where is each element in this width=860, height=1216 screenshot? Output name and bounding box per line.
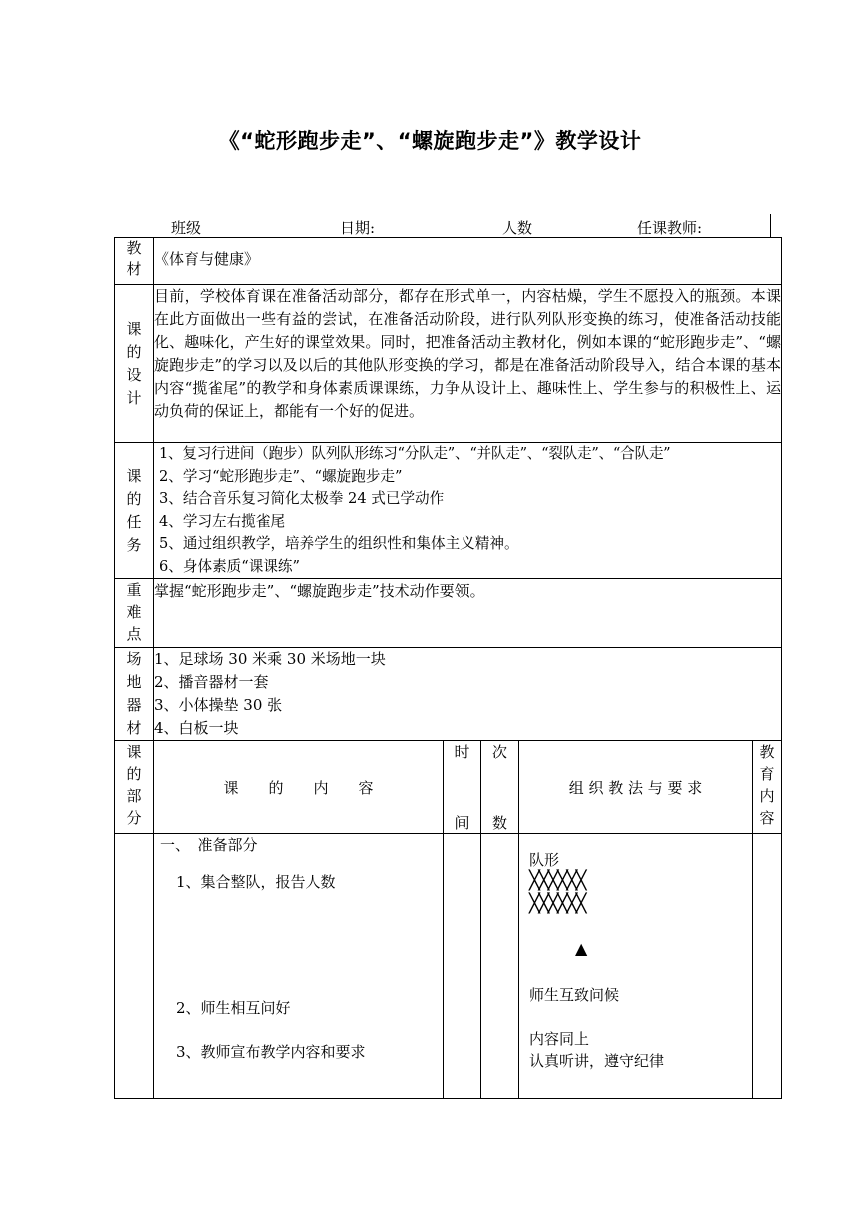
prep-count-cell [481,834,519,1099]
header-divider [770,214,771,238]
keypoints-row [115,579,782,648]
equipment-label: 场 地 器 材 [115,648,154,741]
prep-content-cell [154,834,444,1099]
formation-row: ╳╳╳╳╳╳ [529,893,586,914]
equipment-item: 4、白板一块 [154,719,239,737]
prep-heading: 一、 准备部分 [160,836,258,854]
col-part-header: 课 的 部 分 [115,741,154,834]
task-item: 5、通过组织教学，培养学生的组织性和集体主义精神。 [159,535,519,552]
tasks-label: 课 的 任 务 [115,443,154,579]
col-edu-header: 教 育 内 容 [753,741,782,834]
prep-method-cell [519,834,753,1099]
tasks-row [115,443,782,579]
textbook-value: 《体育与健康》 [154,238,782,285]
method-same: 内容同上 [529,1030,590,1048]
task-item: 2、学习“蛇形跑步走”、“螺旋跑步走” [159,467,403,485]
equipment-item: 3、小体操垫 30 张 [154,696,283,714]
method-listen: 认真听讲，遵守纪律 [529,1052,665,1070]
col-content-header: 课 的 内 容 [154,741,444,834]
lesson-plan-table [114,237,782,1099]
teacher-position-icon: ▲ [575,939,588,958]
col-method-header: 组 织 教 法 与 要 求 [519,741,753,834]
prep-item: 1、集合整队，报告人数 [176,873,336,891]
task-item: 1、复习行进间（跑步）队列队形练习“分队走”、“并队走”、“裂队走”、“合队走” [159,445,671,462]
keypoints-value: 掌握“蛇形跑步走”、“螺旋跑步走”技术动作要领。 [154,579,782,648]
prep-part-cell [115,834,154,1099]
design-text: 目前，学校体育课在准备活动部分，都存在形式单一，内容枯燥，学生不愿投入的瓶颈。本课在此方面做出一些有益的尝试，在准备活动阶段，进行队列队形变换的练习，使准备活动技能化、趣味化，产生好的课堂效果。同时，把准备活动主教材化，例如本课的“蛇形跑步走”、“螺旋跑步走”的学习以及以后的其他队形变换的学习，都是在准备活动阶段导入，结合本课的基本内容“揽雀尾”的教学和身体素质课课练，力争从设计上、趣味性上、学生参与的积极性上、运动负荷的保证上，都能有一个好的促进。 [154,285,782,443]
textbook-label: 教 材 [115,238,154,285]
equipment-list [154,648,782,741]
task-item: 6、身体素质“课课练” [159,557,300,575]
prep-time-cell [444,834,481,1099]
col-count-header: 次 数 [481,741,519,834]
count-label: 人数 [502,219,533,237]
teacher-label: 任课教师: [637,219,703,237]
keypoints-label: 重 难 点 [115,579,154,648]
textbook-row [115,238,782,285]
task-item: 3、结合音乐复习简化太极拳 24 式已学动作 [159,490,445,507]
page-title: 《“蛇形跑步走”、“螺旋跑步走”》教学设计 [218,129,642,153]
col-time-header: 时 间 [444,741,481,834]
class-label: 班级 [171,219,202,237]
prep-edu-cell [753,834,782,1099]
prep-row [115,834,782,1099]
design-row [115,285,782,443]
design-label: 课 的 设 计 [115,285,154,443]
prep-item: 3、教师宣布教学内容和要求 [176,1043,366,1061]
column-header-row [115,741,782,834]
tasks-list [154,443,782,579]
equipment-item: 1、足球场 30 米乘 30 米场地一块 [154,650,386,668]
method-greet: 师生互致问候 [529,986,620,1004]
equipment-item: 2、播音器材一套 [154,673,269,691]
formation-row: ╳╳╳╳╳╳ [529,870,586,891]
prep-item: 2、师生相互问好 [176,999,291,1017]
formation-label: 队形 [529,851,560,869]
date-label: 日期: [340,219,376,237]
equipment-row [115,648,782,741]
task-item: 4、学习左右揽雀尾 [159,512,286,530]
